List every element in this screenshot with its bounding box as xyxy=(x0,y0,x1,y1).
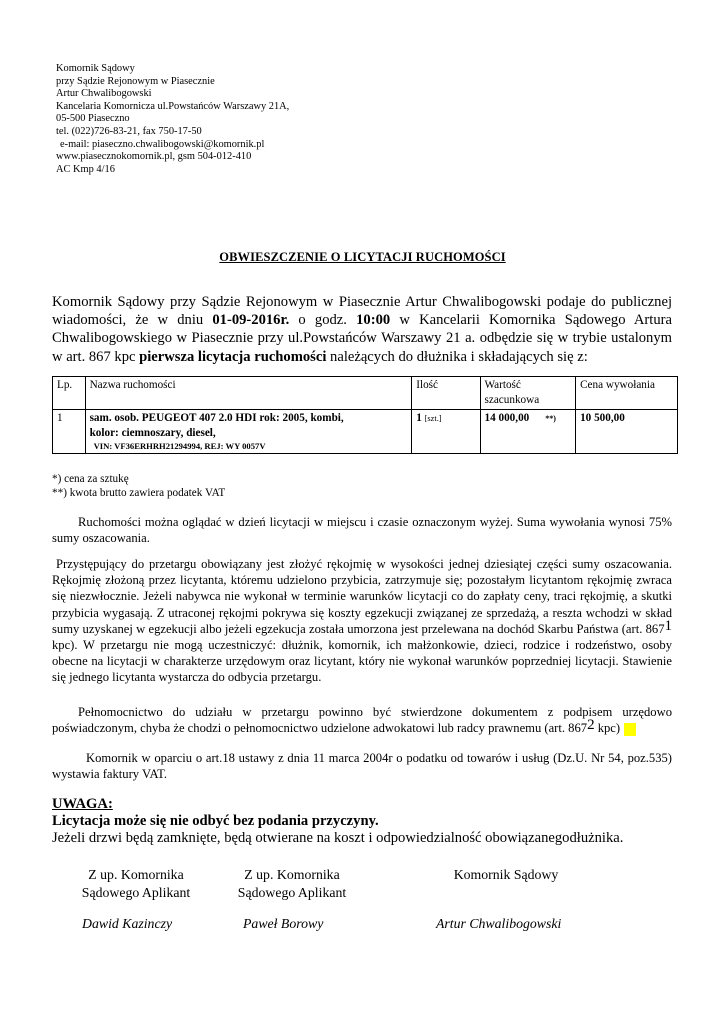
cell-value xyxy=(480,410,576,454)
item-vin: VIN: VF36ERHRH21294994, REJ: WY 0057V xyxy=(93,441,266,451)
deposit-text: Przystępujący do przetargu obowiązany jest złożyć rękojmię w wysokości jednej dziesiątej części sumy oszacowania. Rękojmię złożoną przez licytanta, któremu udzielono przybicia, zatrzymuje się; pozostałym licytantom rękojmię zwraca się niezwłocznie. Jeżeli nabywca nie wykonał w terminie warunków licytacji co do zapłaty ceny, traci rękojmię, a skutki przybicia wygasają. Z utraconej rękojmi pokrywa się koszty egzekucji związanej ze sprzedażą, a reszta wchodzi w skład sumy uzyskanej w egzekucji albo jeżeli egzekucja została umorzona jest przelewana na dochód Skarbu Państwa (art. 867 xyxy=(52,557,672,636)
signature-block-1 xyxy=(66,866,206,901)
viewing-paragraph: Ruchomości można oglądać w dzień licytacji w miejscu i czasie oznaczonym wyżej. Suma wywołania wynosi 75% sumy oszacowania. xyxy=(52,515,672,546)
header-line: Komornik Sądowy xyxy=(56,63,135,74)
header-address: Kancelaria Komornicza ul.Powstańców Warszawy 21A, xyxy=(56,100,290,112)
signature-role: Komornik Sądowy xyxy=(453,867,559,882)
qty-unit: [szt.] xyxy=(424,414,442,423)
power-of-attorney-paragraph xyxy=(52,704,672,736)
highlight-mark xyxy=(624,723,636,736)
vat-invoice-paragraph: Komornik w oparciu o art.18 ustawy z dnia 11 marca 2004r o podatku od towarów i usług (Dz.U. Nr 54, poz.535) wystawia faktury VAT. xyxy=(52,751,672,782)
notice-line-cancel: Licytacja może się nie odbyć bez podania przyczyny. xyxy=(52,813,379,829)
attorney-text: kpc) xyxy=(594,721,621,736)
case-number: AC Kmp 4/16 xyxy=(56,163,115,175)
intro-text: Komornik Sądowy przy Sądzie Rejonowym w Piasecznie Artur Chwalibogowski podaje do publicznej wiadomości, że w dniu xyxy=(52,294,672,329)
signature-name-3: Artur Chwalibogowski xyxy=(436,916,562,931)
auction-time: 10:00 xyxy=(356,312,391,329)
table-row xyxy=(53,410,678,454)
items-table xyxy=(52,376,678,454)
item-name-line2: kolor: ciemnoszary, diesel, xyxy=(89,427,216,439)
header-qty: Ilość xyxy=(412,377,480,410)
estimated-value: 14 000,00 xyxy=(484,412,530,424)
cell-qty xyxy=(412,410,480,454)
header-name: Nazwa ruchomości xyxy=(85,377,412,410)
value-footnote-mark: **) xyxy=(545,414,556,423)
notice-heading: UWAGA: xyxy=(52,796,113,812)
attorney-text: Pełnomocnictwo do udziału w przetargu powinno być stwierdzone dokumentem z podpisem urzędowo poświadczonym, chyba że chodzi o pełnomocnictwo udzielone adwokatowi lub radcy prawnemu (art. 867 xyxy=(52,705,672,736)
document-title: OBWIESZCZENIE O LICYTACJI RUCHOMOŚCI xyxy=(219,250,506,264)
auction-date: 01-09-2016r. xyxy=(212,312,290,329)
cell-price xyxy=(576,410,678,454)
notice-section xyxy=(52,796,623,847)
header-line: Artur Chwalibogowski xyxy=(56,88,152,100)
signature-role: Sądowego Aplikant xyxy=(237,884,347,900)
header-email: e-mail: piaseczno.chwalibogowski@komornik.pl xyxy=(60,138,265,150)
signature-role: Sądowego Aplikant xyxy=(81,884,191,900)
signature-name-1: Dawid Kazinczy xyxy=(82,916,173,931)
signature-name-2: Paweł Borowy xyxy=(243,916,324,931)
article-superscript: 2 xyxy=(587,717,595,734)
intro-paragraph xyxy=(52,293,672,366)
intro-text: o godz. xyxy=(289,312,357,329)
header-website: www.piasecznokomornik.pl, gsm 504-012-410 xyxy=(56,151,252,163)
header-value: Wartość szacunkowa xyxy=(480,377,576,410)
deposit-paragraph xyxy=(52,556,672,686)
footnotes xyxy=(52,472,225,500)
table-header-row xyxy=(53,377,678,410)
qty-value: 1 xyxy=(416,412,422,424)
header-line: przy Sądzie Rejonowym w Piasecznie xyxy=(56,75,215,87)
article-superscript: 1 xyxy=(664,617,672,634)
intro-text: należących do dłużnika i składających się z: xyxy=(326,348,588,365)
intro-text: w Kancelarii Komornika Sądowego Artura Chwalibogowskiego w Piasecznie przy ul.Powstańców Warszawy 21 a. odbędzie się w trybie ustalonym w art. 867 kpc xyxy=(52,312,672,365)
deposit-text: kpc). W przetargu nie mogą uczestniczyć: dłużnik, komornik, ich małżonkowie, dzieci, rodzice i rodzeństwo, osoby obecne na licytacji w charakterze urzędowym oraz licytant, który nie wykonał warunków poprzedniej licytacji. Stawienie się jednego licytanta wystarcza do odbycia przetargu. xyxy=(52,638,672,685)
header-price: Cena wywołania xyxy=(576,377,678,410)
cell-name xyxy=(85,410,412,454)
signature-block-3 xyxy=(436,866,576,884)
signature-role: Z up. Komornika xyxy=(88,867,184,882)
signature-role: Z up. Komornika xyxy=(244,867,340,882)
starting-price: 10 500,00 xyxy=(580,412,625,424)
footnote-vat: **) kwota brutto zawiera podatek VAT xyxy=(52,487,226,499)
header-postcode: 05-500 Piaseczno xyxy=(56,113,130,125)
footnote-price: *) cena za sztukę xyxy=(52,473,129,485)
header-lp: Lp. xyxy=(53,377,86,410)
cell-lp: 1 xyxy=(53,410,86,454)
header-phone: tel. (022)726-83-21, fax 750-17-50 xyxy=(56,125,202,137)
item-name-line1: sam. osob. PEUGEOT 407 2.0 HDI rok: 2005, kombi, xyxy=(89,412,344,424)
signature-block-2 xyxy=(222,866,362,901)
first-auction-phrase: pierwsza licytacja ruchomości xyxy=(139,348,327,365)
notice-line-doors: Jeżeli drzwi będą zamknięte, będą otwierane na koszt i odpowiedzialność obowiązanegodłużnika. xyxy=(52,830,624,846)
bailiff-header xyxy=(56,63,289,176)
